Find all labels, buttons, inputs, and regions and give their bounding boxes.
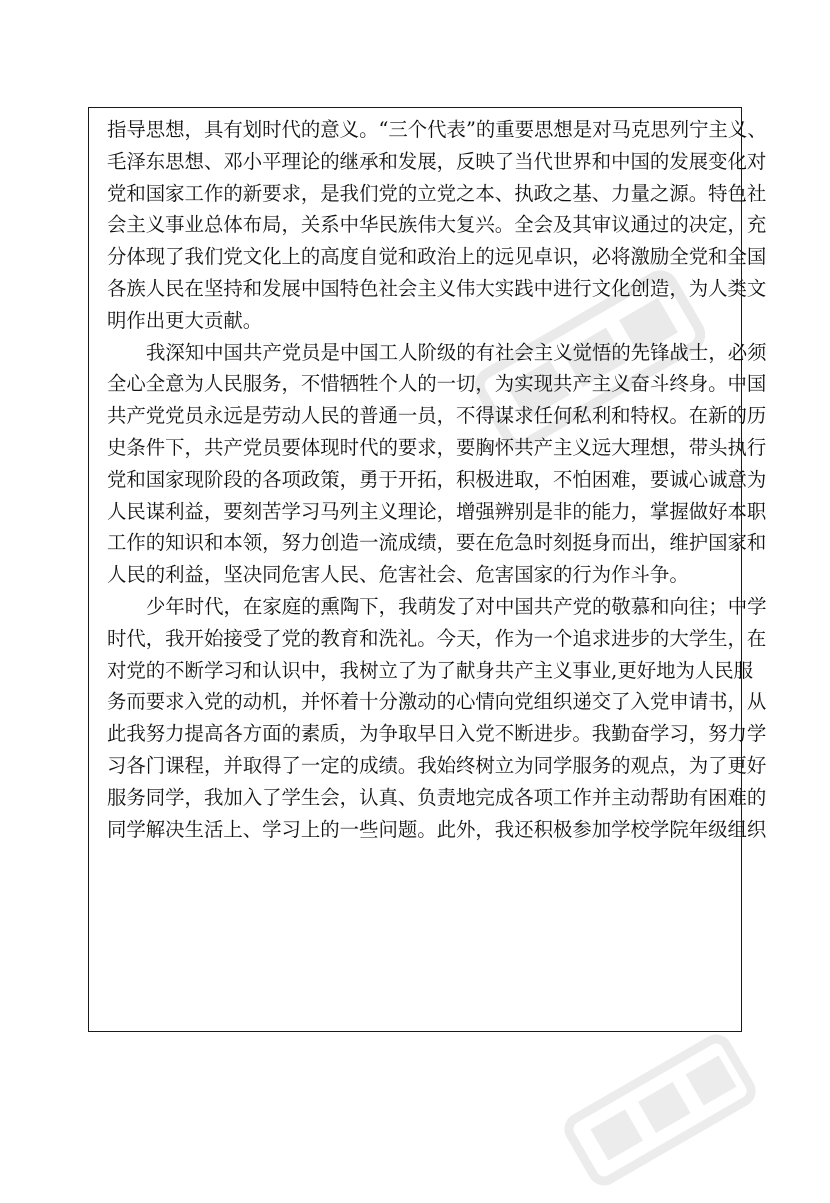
text-line: 少年时代，在家庭的熏陶下，我萌发了对中国共产党的敬慕和向往；中学: [146, 594, 767, 618]
text-line: 习各门课程，并取得了一定的成绩。我始终树立为同学服务的观点，为了更好: [107, 753, 767, 777]
text-line: 分体现了我们党文化上的高度自觉和政治上的远见卓识，必将激励全党和全国: [107, 245, 767, 269]
paragraph-3: [107, 591, 767, 845]
paragraph-2: [107, 337, 767, 591]
document-body: [107, 114, 767, 845]
stamp-watermark-icon: [548, 1017, 771, 1203]
text-line: 此我努力提高各方面的素质，为争取早日入党不断进步。我勤奋学习，努力学: [107, 722, 767, 746]
text-line: 共产党党员永远是劳动人民的普通一员，不得谋求任何私利和特权。在新的历: [107, 404, 767, 428]
text-line: 务而要求入党的动机，并怀着十分激动的心情向党组织递交了入党申请书，从: [107, 690, 767, 714]
text-line: 服务同学，我加入了学生会，认真、负责地完成各项工作并主动帮助有困难的: [107, 785, 767, 809]
text-line: 工作的知识和本领，努力创造一流成绩，要在危急时刻挺身而出，维护国家和: [107, 531, 767, 555]
text-line: 史条件下，共产党员要体现时代的要求，要胸怀共产主义远大理想，带头执行: [107, 435, 767, 459]
text-line: 党和国家现阶段的各项政策，勇于开拓，积极进取，不怕困难，要诚心诚意为: [107, 467, 767, 491]
text-line: 毛泽东思想、邓小平理论的继承和发展，反映了当代世界和中国的发展变化对: [107, 149, 767, 173]
text-line: 明作出更大贡献。: [107, 308, 263, 332]
text-line: 全心全意为人民服务，不惜牺牲个人的一切，为实现共产主义奋斗终身。中国: [107, 372, 767, 396]
text-line: 对党的不断学习和认识中，我树立了为了献身共产主义事业,更好地为人民服: [107, 658, 754, 682]
text-line: 同学解决生活上、学习上的一些问题。此外，我还积极参加学校学院年级组织: [107, 817, 767, 841]
text-line: 时代，我开始接受了党的教育和洗礼。今天，作为一个追求进步的大学生，在: [107, 626, 767, 650]
text-line: 指导思想，具有划时代的意义。“三个代表”的重要思想是对马克思列宁主义、: [107, 118, 767, 141]
text-line: 人民的利益，坚决同危害人民、危害社会、危害国家的行为作斗争。: [107, 563, 689, 587]
text-line: 党和国家工作的新要求，是我们党的立党之本、执政之基、力量之源。特色社: [107, 181, 767, 205]
text-line: 会主义事业总体布局，关系中华民族伟大复兴。全会及其审议通过的决定，充: [107, 213, 767, 237]
text-line: 人民谋利益，要刻苦学习马列主义理论，增强辨别是非的能力，掌握做好本职: [107, 499, 767, 523]
paragraph-1: [107, 114, 767, 337]
text-line: 各族人民在坚持和发展中国特色社会主义伟大实践中进行文化创造，为人类文: [107, 276, 767, 300]
text-line: 我深知中国共产党员是中国工人阶级的有社会主义觉悟的先锋战士，必须: [146, 340, 767, 364]
